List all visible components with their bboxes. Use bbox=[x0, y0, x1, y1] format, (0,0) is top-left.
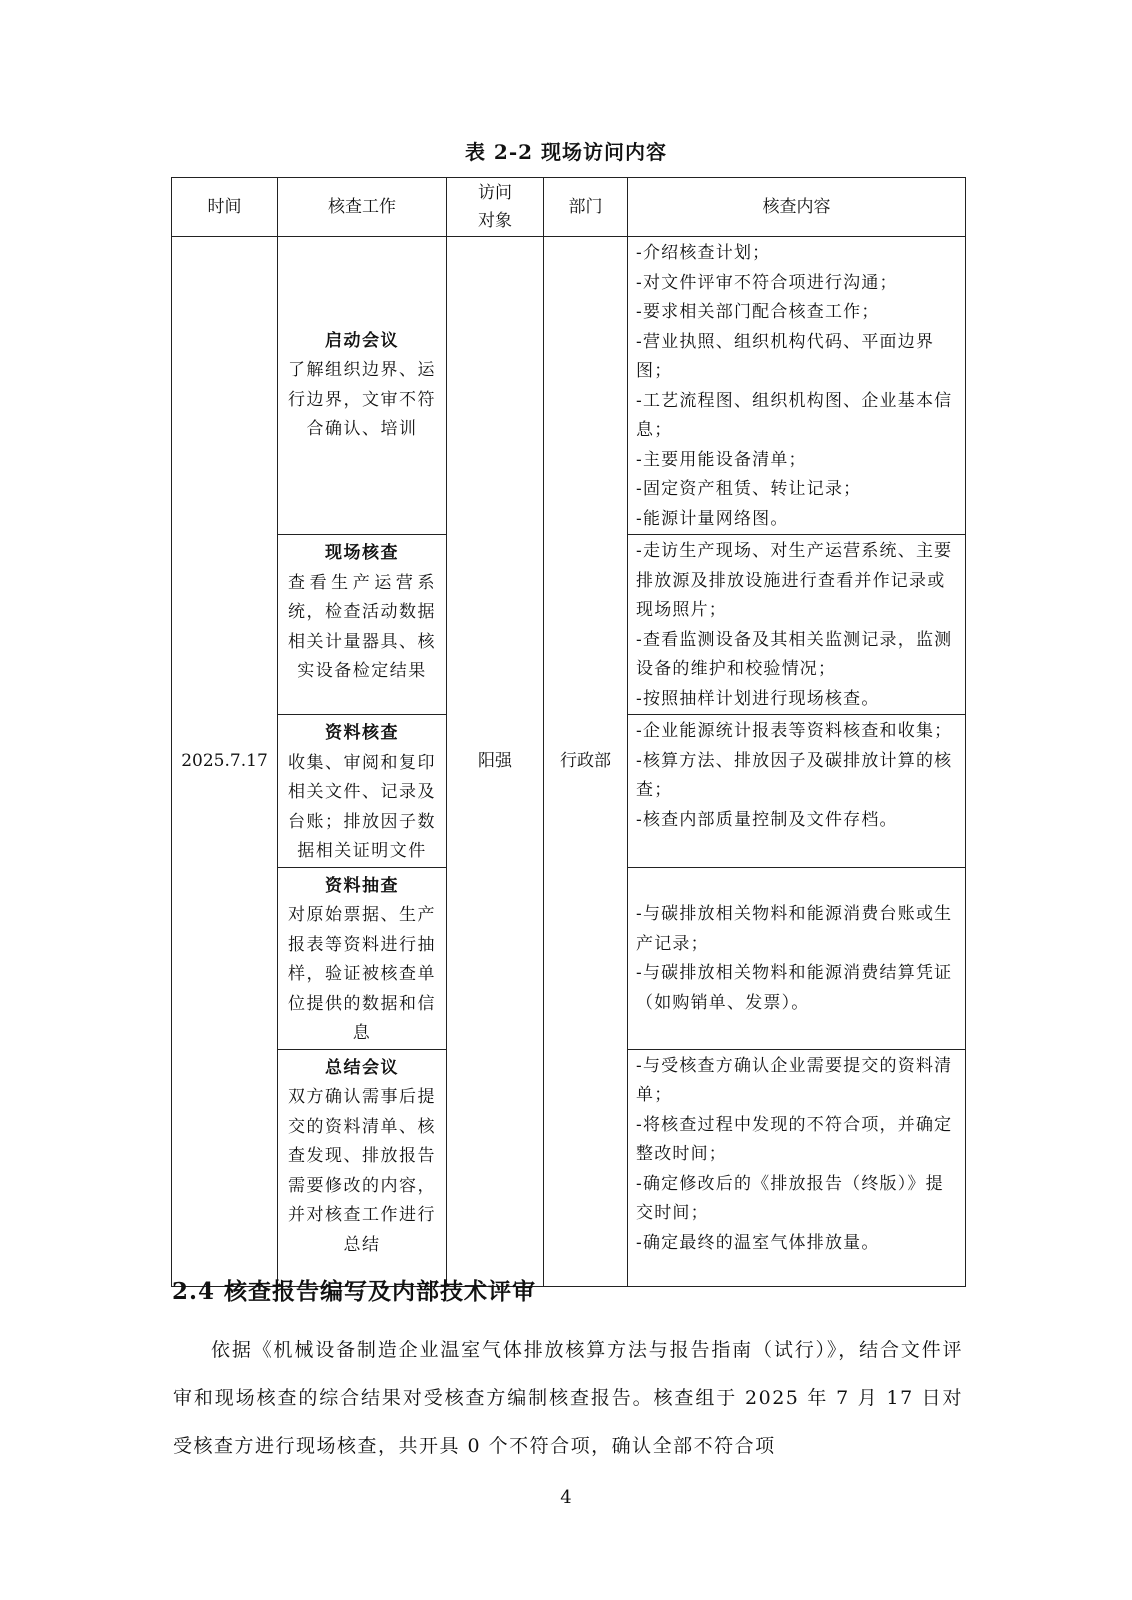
content-line: -企业能源统计报表等资料核查和收集； bbox=[636, 721, 953, 741]
table-header-row bbox=[172, 178, 966, 237]
content-line: -对文件评审不符合项进行沟通； bbox=[636, 272, 898, 293]
work-title: 资料核查 bbox=[325, 723, 399, 743]
content-line: -核算方法、排放因子及碳排放计算的核查； bbox=[636, 750, 953, 800]
content-line: -与碳排放相关物料和能源消费台账或生产记录； bbox=[636, 904, 953, 954]
content-line: -核查内部质量控制及文件存档。 bbox=[636, 809, 898, 830]
dept-cell: 行政部 bbox=[544, 237, 628, 1287]
content-cell bbox=[628, 715, 966, 868]
content-line: -营业执照、组织机构代码、平面边界图； bbox=[636, 331, 935, 381]
work-title: 现场核查 bbox=[325, 543, 399, 563]
work-desc: 查看生产运营系统，检查活动数据相关计量器具、核实设备检定结果 bbox=[288, 572, 436, 681]
work-cell bbox=[278, 1049, 447, 1286]
header-interviewee bbox=[447, 178, 544, 237]
section-heading: 2.4 核查报告编写及内部技术评审 bbox=[172, 1278, 537, 1305]
content-line: -主要用能设备清单； bbox=[636, 449, 807, 470]
work-title: 启动会议 bbox=[325, 330, 399, 351]
content-cell bbox=[628, 867, 966, 1049]
table-row bbox=[172, 237, 966, 535]
interviewee-cell: 阳强 bbox=[447, 237, 544, 1287]
content-line: -确定修改后的《排放报告（终版）》提交时间； bbox=[636, 1173, 944, 1223]
work-desc: 收集、审阅和复印相关文件、记录及台账；排放因子数据相关证明文件 bbox=[288, 752, 436, 861]
header-work: 核查工作 bbox=[278, 178, 447, 237]
content-cell bbox=[628, 1049, 966, 1286]
work-desc: 对原始票据、生产报表等资料进行抽样，验证被核查单位提供的数据和信息 bbox=[288, 905, 436, 1043]
work-desc: 双方确认需事后提交的资料清单、核查发现、排放报告需要修改的内容，并对核查工作进行总结 bbox=[288, 1087, 436, 1255]
work-cell bbox=[278, 715, 447, 868]
site-visit-table bbox=[171, 177, 966, 1287]
work-cell bbox=[278, 867, 447, 1049]
header-interviewee-text: 访问对象 bbox=[478, 183, 512, 231]
content-line: -固定资产租赁、转让记录； bbox=[636, 479, 862, 499]
content-cell bbox=[628, 237, 966, 535]
work-cell bbox=[278, 237, 447, 535]
work-title: 总结会议 bbox=[325, 1057, 399, 1078]
work-desc: 了解组织边界、运行边界，文审不符合确认、培训 bbox=[288, 360, 436, 439]
content-cell bbox=[628, 535, 966, 715]
date-cell: 2025.7.17 bbox=[172, 237, 278, 1287]
content-line: -工艺流程图、组织机构图、企业基本信息； bbox=[636, 390, 953, 440]
work-cell bbox=[278, 535, 447, 715]
header-dept: 部门 bbox=[544, 178, 628, 237]
header-content: 核查内容 bbox=[628, 178, 966, 237]
page-number: 4 bbox=[560, 1487, 572, 1508]
content-line: -与受核查方确认企业需要提交的资料清单； bbox=[636, 1055, 953, 1105]
section-paragraph: 依据《机械设备制造企业温室气体排放核算方法与报告指南（试行）》，结合文件评审和现场核查的综合结果对受核查方编制核查报告。核查组于 2025 年 7 月 17 日对受核查方进行现场核查，共开具 0 个不符合项，确认全部不符合项 bbox=[173, 1339, 963, 1457]
content-line: -将核查过程中发现的不符合项，并确定整改时间； bbox=[636, 1114, 953, 1164]
content-line: -确定最终的温室气体排放量。 bbox=[636, 1232, 880, 1253]
content-line: -介绍核查计划； bbox=[636, 243, 771, 263]
content-line: -要求相关部门配合核查工作； bbox=[636, 302, 880, 322]
work-title: 资料抽查 bbox=[325, 875, 399, 896]
content-line: -查看监测设备及其相关监测记录，监测设备的维护和校验情况； bbox=[636, 629, 953, 679]
table-caption: 表 2-2 现场访问内容 bbox=[464, 140, 668, 164]
content-line: -与碳排放相关物料和能源消费结算凭证（如购销单、发票）。 bbox=[636, 963, 953, 1013]
content-line: -能源计量网络图。 bbox=[636, 508, 789, 529]
content-line: -走访生产现场、对生产运营系统、主要排放源及排放设施进行查看并作记录或现场照片； bbox=[636, 541, 953, 620]
header-time: 时间 bbox=[172, 178, 278, 237]
content-line: -按照抽样计划进行现场核查。 bbox=[636, 688, 880, 709]
